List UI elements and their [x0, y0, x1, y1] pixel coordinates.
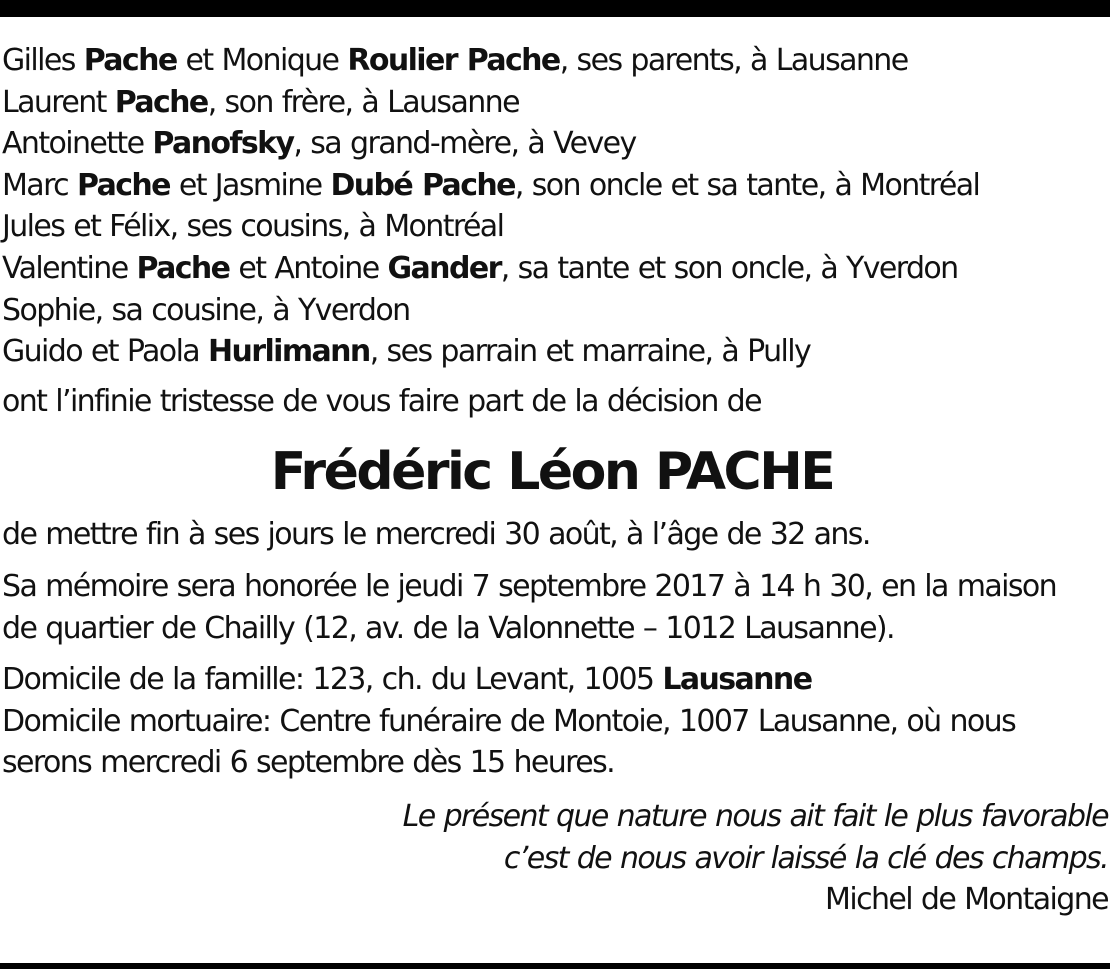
- death-notice: de mettre fin à ses jours le mercredi 30 août, à l’âge de 32 ans.: [2, 517, 870, 553]
- family-text: Sophie, sa cousine, à Yverdon: [2, 292, 410, 328]
- family-line: [2, 331, 1108, 373]
- family-line: [2, 165, 1108, 207]
- family-text: Laurent: [2, 84, 115, 120]
- family-text: et Monique: [176, 43, 348, 78]
- family-text: , ses parrain et marraine, à Pully: [369, 334, 811, 370]
- top-rule: [0, 0, 1110, 17]
- family-text: , ses parents, à Lausanne: [559, 43, 908, 78]
- family-name-bold: Pache: [114, 84, 208, 120]
- obituary-notice: [2, 40, 1108, 921]
- quote-author: Michel de Montaigne: [825, 882, 1108, 918]
- family-text: , sa tante et son oncle, à Yverdon: [500, 250, 958, 286]
- family-line: [2, 40, 1108, 82]
- domicile-mortuaire-line: serons mercredi 6 septembre dès 15 heures.: [2, 745, 615, 781]
- family-name-bold: Pache: [76, 167, 170, 203]
- quote-line: Le présent que nature nous ait fait le plus favorable: [402, 798, 1108, 834]
- family-text: Guido et Paola: [2, 334, 209, 370]
- family-name-bold: Pache: [136, 250, 230, 286]
- family-text: , son oncle et sa tante, à Montréal: [514, 167, 980, 203]
- domicile-famille: [2, 659, 1108, 701]
- family-list: [2, 40, 1108, 373]
- family-text: et Antoine: [229, 250, 388, 286]
- family-text: et Jasmine: [169, 167, 331, 203]
- domicile-mortuaire-line: Domicile mortuaire: Centre funéraire de Montoie, 1007 Lausanne, où nous: [2, 703, 1016, 739]
- family-text: Marc: [2, 167, 77, 203]
- intro-text: ont l’infinie tristesse de vous faire part de la décision de: [2, 383, 761, 419]
- family-text: , sa grand-mère, à Vevey: [293, 126, 636, 162]
- family-line: [2, 290, 1108, 332]
- family-line: [2, 123, 1108, 165]
- family-text: Valentine: [2, 250, 137, 286]
- ceremony-line: de quartier de Chailly (12, av. de la Valonnette – 1012 Lausanne).: [2, 610, 894, 646]
- family-line: [2, 206, 1108, 248]
- domicile-famille-city: Lausanne: [662, 662, 812, 698]
- ceremony-line: Sa mémoire sera honorée le jeudi 7 septembre 2017 à 14 h 30, en la maison: [2, 568, 1057, 604]
- family-text: , son frère, à Lausanne: [207, 84, 519, 120]
- family-name-bold: Pache: [83, 43, 177, 78]
- family-name-bold: Roulier Pache: [347, 43, 560, 78]
- family-text: Antoinette: [2, 126, 153, 162]
- domicile-info: [2, 659, 1108, 784]
- family-text: Jules et Félix, ses cousins, à Montréal: [2, 209, 504, 245]
- family-text: Gilles: [2, 43, 84, 78]
- family-name-bold: Hurlimann: [208, 334, 370, 370]
- bottom-rule: [0, 963, 1110, 969]
- family-name-bold: Panofsky: [152, 126, 294, 162]
- quote-line: c’est de nous avoir laissé la clé des champs.: [503, 840, 1108, 876]
- family-name-bold: Gander: [387, 250, 501, 286]
- family-name-bold: Dubé Pache: [330, 167, 515, 203]
- domicile-famille-text: Domicile de la famille: 123, ch. du Levant, 1005: [2, 662, 663, 698]
- family-line: [2, 248, 1108, 290]
- deceased-name: Frédéric Léon PACHE: [270, 442, 834, 503]
- closing-quote: [2, 796, 1108, 921]
- ceremony-info: [2, 566, 1108, 649]
- family-line: [2, 82, 1108, 124]
